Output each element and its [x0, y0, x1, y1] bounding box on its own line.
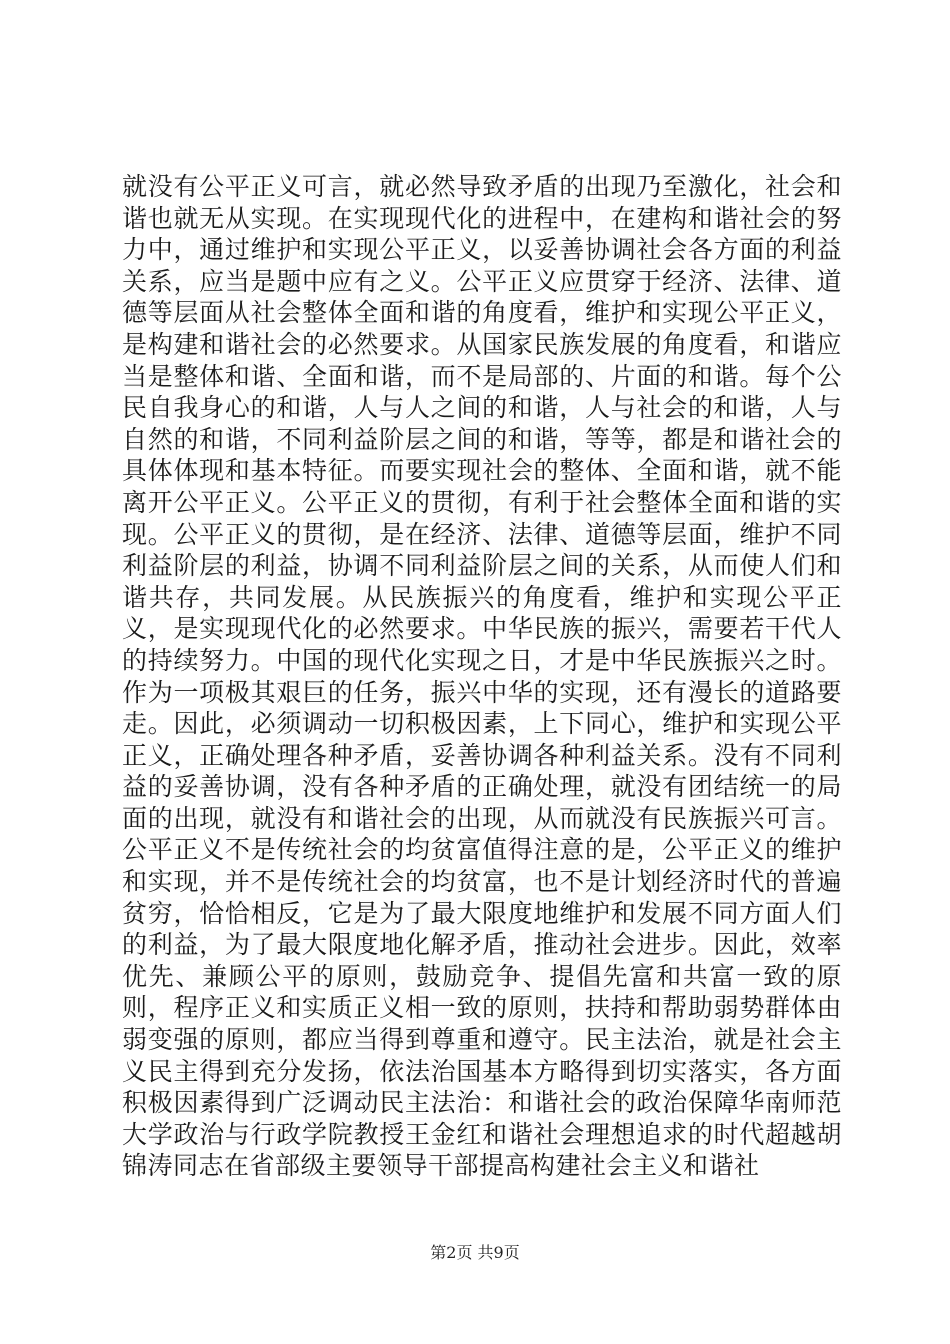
- page-number-footer: 第2页 共9页: [430, 1243, 520, 1262]
- body-paragraph: 就没有公平正义可言，就必然导致矛盾的出现乃至激化，社会和谐也就无从实现。在实现现代化的进程中，在建构和谐社会的努力中，通过维护和实现公平正义，以妥善协调社会各方面的利益关系，应当是题中应有之义。公平正义应贯穿于经济、法律、道德等层面从社会整体全面和谐的角度看，维护和实现公平正义，是构建和谐社会的必然要求。从国家民族发展的角度看，和谐应当是整体和谐、全面和谐，而不是局部的、片面的和谐。每个公民自我身心的和谐，人与人之间的和谐，人与社会的和谐，人与自然的和谐，不同利益阶层之间的和谐，等等，都是和谐社会的具体体现和基本特征。而要实现社会的整体、全面和谐，就不能离开公平正义。公平正义的贯彻，有利于社会整体全面和谐的实现。公平正义的贯彻，是在经济、法律、道德等层面，维护不同利益阶层的利益，协调不同利益阶层之间的关系，从而使人们和谐共存，共同发展。从民族振兴的角度看，维护和实现公平正义，是实现现代化的必然要求。中华民族的振兴，需要若干代人的持续努力。中国的现代化实现之日，才是中华民族振兴之时。作为一项极其艰巨的任务，振兴中华的实现，还有漫长的道路要走。因此，必须调动一切积极因素，上下同心，维护和实现公平正义，正确处理各种矛盾，妥善协调各种利益关系。没有不同利益的妥善协调，没有各种矛盾的正确处理，就没有团结统一的局面的出现，就没有和谐社会的出现，从而就没有民族振兴可言。公平正义不是传统社会的均贫富值得注意的是，公平正义的维护和实现，并不是传统社会的均贫富，也不是计划经济时代的普遍贫穷，恰恰相反，它是为了最大限度地维护和发展不同方面人们的利益，为了最大限度地化解矛盾，推动社会进步。因此，效率优先、兼顾公平的原则，鼓励竞争、提倡先富和共富一致的原则，程序正义和实质正义相一致的原则，扶持和帮助弱势群体由弱变强的原则，都应当得到尊重和遵守。民主法治，就是社会主义民主得到充分发扬，依法治国基本方略得到切实落实，各方面积极因素得到广泛调动民主法治：和谐社会的政治保障华南师范大学政治与行政学院教授王金红和谐社会理想追求的时代超越胡锦涛同志在省部级主要领导干部提高构建社会主义和谐社: [122, 172, 842, 1181]
